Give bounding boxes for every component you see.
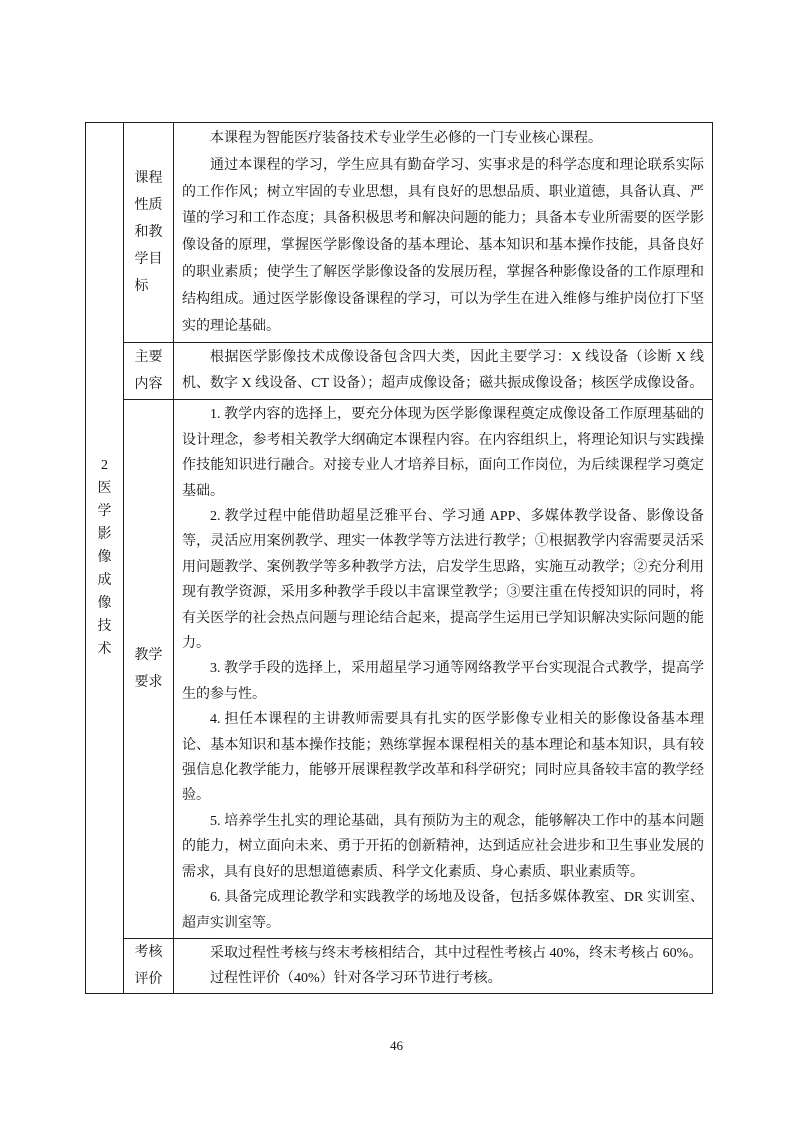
table-row-course-nature [86,123,713,343]
content-paragraph: 5. 培养学生扎实的理论基础，具有预防为主的观念，能够解决工作中的基本问题的能力，树立面向未来、勇于开拓的创新精神，达到适应社会进步和卫生事业发展的需求，具有良好的思想道德素质、科学文化素质、身心素质、职业素质等。 [182,813,704,880]
page-number: 46 [390,1038,403,1053]
content-paragraph: 采取过程性考核与终末考核相结合，其中过程性考核占 40%，终末考核占 60%。 [210,945,703,961]
content-paragraph: 3. 教学手段的选择上，采用超星学习通等网络教学平台实现混合式教学，提高学生的参与性。 [182,661,704,702]
row-label: 主要内容 [134,350,163,393]
content-cell-main-content [174,343,713,400]
table-row-teaching-requirements [86,400,713,939]
content-cell-teaching-requirements [174,400,713,939]
table-row-assessment [86,938,713,993]
course-syllabus-table [85,122,713,994]
row-label-cell-main-content [124,343,174,400]
content-paragraph: 根据医学影像技术成像设备包含四大类，因此主要学习：X 线设备（诊断 X 线机、数字 X 线设备、CT 设备）；超声成像设备；磁共振成像设备；核医学成像设备。 [182,350,704,392]
content-cell-assessment [174,938,713,993]
table-row-main-content [86,343,713,400]
content-paragraph: 2. 教学过程中能借助超星泛雅平台、学习通 APP、多媒体教学设备、影像设备等，灵活应用案例教学、理实一体教学等方法进行教学；①根据教学内容需要灵活采用问题教学、案例教学等多种教学方法，启发学生思路，实施互动教学；②充分利用现有教学资源，采用多种教学手段以丰富课堂教学；③要注重在传授知识的同时，将有关医学的社会热点问题与理论结合起来，提高学生运用已学知识解决实际问题的能力。 [182,509,704,652]
content-paragraph: 本课程为智能医疗装备技术专业学生必修的一门专业核心课程。 [210,131,602,146]
content-paragraph: 1. 教学内容的选择上，要充分体现为医学影像课程奠定成像设备工作原理基础的设计理念，参考相关教学大纲确定本课程内容。在内容组织上，将理论知识与实践操作技能知识进行融合。对接专业人才培养目标，面向工作岗位，为后续课程学习奠定基础。 [182,407,704,499]
course-index-cell [86,123,124,994]
row-label-cell-course-nature [124,123,174,343]
row-label: 教学要求 [134,648,163,691]
content-paragraph: 6. 具备完成理论教学和实践教学的场地及设备，包括多媒体教室、DR 实训室、超声实训室等。 [182,890,704,931]
row-label-cell-teaching-requirements [124,400,174,939]
content-paragraph: 通过本课程的学习，学生应具有勤奋学习、实事求是的科学态度和理论联系实际的工作作风；树立牢固的专业思想，具有良好的思想品质、职业道德，具备认真、严谨的学习和工作态度；具备积极思考和解决问题的能力；具备本专业所需要的医学影像设备的原理，掌握医学影像设备的基本理论、基本知识和基本操作技能，具备良好的职业素质；使学生了解医学影像设备的发展历程，掌握各种影像设备的工作原理和结构组成。通过医学影像设备课程的学习，可以为学生在进入维修与维护岗位打下坚实的理论基础。 [182,157,704,334]
course-index-title: 2 医学影像成像技术 [97,458,112,658]
content-paragraph: 4. 担任本课程的主讲教师需要具有扎实的医学影像专业相关的影像设备基本理论、基本知识和基本操作技能；熟练掌握本课程相关的基本理论和基本知识，具有较强信息化教学能力，能够开展课程教学改革和科学研究；同时应具备较丰富的教学经验。 [182,712,704,804]
row-label: 课程性质和教学目标 [134,171,163,295]
content-paragraph: 过程性评价（40%）针对各学习环节进行考核。 [210,970,502,986]
row-label-cell-assessment [124,938,174,993]
row-label: 考核评价 [134,944,163,987]
content-cell-course-nature [174,123,713,343]
